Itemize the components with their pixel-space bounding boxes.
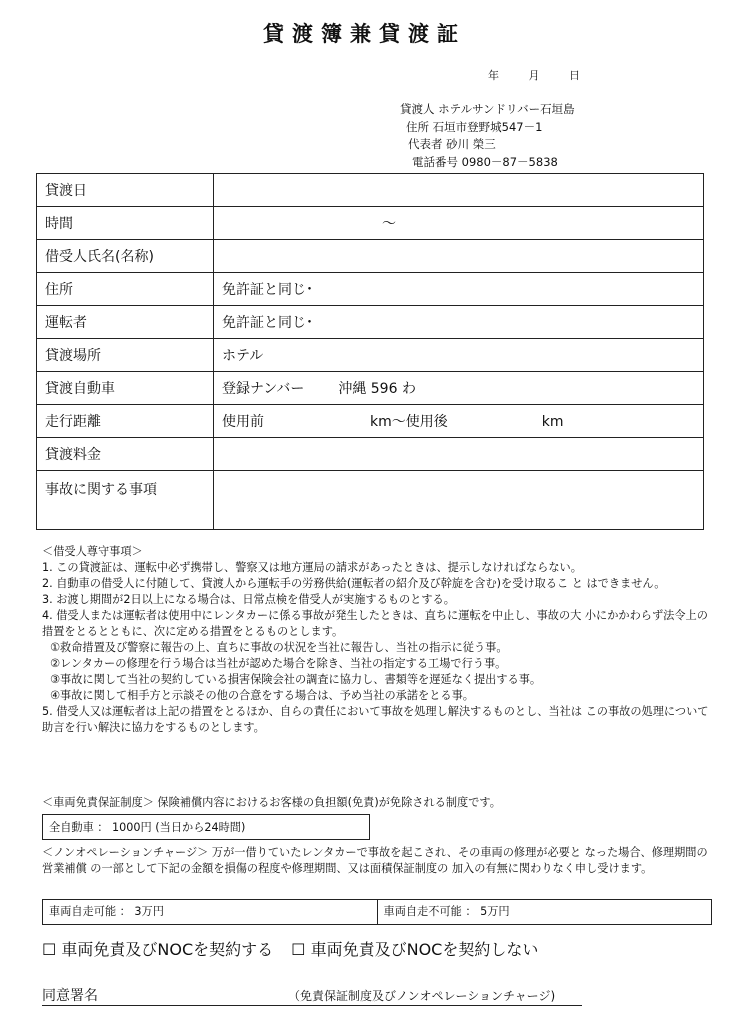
row-value-rental-fee[interactable]: [214, 438, 704, 471]
issuer-representative: 代表者 砂川 榮三: [408, 137, 496, 151]
row-label-mileage: 走行距離: [37, 405, 214, 438]
table-row: [37, 207, 704, 240]
row-label-rental-place: 貸渡場所: [37, 339, 214, 372]
row-label-rental-fee: 貸渡料金: [37, 438, 214, 471]
rule-subitem: ③事故に関して当社の契約している損害保険会社の調査に協力し、書類等を遅延なく提出する事。: [50, 673, 542, 686]
noc-fee-box: [42, 899, 712, 925]
signature-line[interactable]: [42, 985, 582, 1006]
plate-number: 沖縄 596 わ: [338, 381, 416, 397]
time-range-tilde: ～: [382, 216, 396, 232]
row-label-rental-date: 貸渡日: [37, 174, 214, 207]
rule-item: 3. お渡し期間が2日以上になる場合は、日常点検を借受人が実施するものとする。: [42, 593, 455, 606]
row-value-mileage[interactable]: [214, 405, 704, 438]
non-operation-charge-text: ＜ノンオペレーションチャージ＞ 万が一借りていたレンタカーで事故を起こされ、その車両の修理が必要と なった場合、修理期間の営業補償 の一部として下記の金額を損傷の程度や修理期間、又は面積保証制度の 加入の有無に関わりなく申し受けます。: [42, 846, 708, 875]
row-value-address[interactable]: 免許証と同じ･: [214, 273, 704, 306]
issuer-phone: 電話番号 0980－87－5838: [412, 154, 558, 169]
rule-item: 4. 借受人または運転者は使用中にレンタカーに係る事故が発生したときは、直ちに運転を中止し、事故の大 小にかかわらず法令上の措置をとるとともに、次に定める措置をとるものとします。: [42, 609, 708, 638]
signature-label: 同意署名: [42, 988, 98, 1004]
row-label-address: 住所: [37, 273, 214, 306]
document-title: 貸渡簿兼貸渡証: [263, 22, 466, 46]
issuer-block: [400, 101, 575, 171]
row-label-renter-name: 借受人氏名(名称): [37, 240, 214, 273]
mileage-unit: km: [541, 414, 564, 430]
row-value-rental-place[interactable]: ホテル: [214, 339, 704, 372]
row-value-rental-date[interactable]: [214, 174, 704, 207]
table-row: [37, 438, 704, 471]
table-row: [37, 240, 704, 273]
fee-drivable: 車両自走可能 ： 3万円: [49, 905, 164, 918]
table-row: [37, 174, 704, 207]
accept-noc-checkbox[interactable]: ☐ 車両免責及びNOCを契約する: [42, 940, 274, 959]
row-value-time[interactable]: [214, 207, 704, 240]
plate-label: 登録ナンバー: [222, 381, 305, 397]
row-value-accident[interactable]: [214, 471, 704, 530]
mileage-before-label: 使用前: [222, 414, 264, 430]
rule-subitem: ②レンタカーの修理を行う場合は当社が認めた場合を除き、当社の指定する工場で行う事。: [50, 657, 507, 670]
table-row: [37, 372, 704, 405]
rule-item: 1. この貸渡証は、運転中必ず携帯し、警察又は地方運局の請求があったときは、提示しなければならない。: [42, 561, 582, 574]
row-value-renter-name[interactable]: [214, 240, 704, 273]
full-auto-fee-box: 全自動車 ： 1000円 (当日から24時間): [42, 814, 370, 840]
decline-noc-checkbox[interactable]: ☐ 車両免責及びNOCを契約しない: [291, 940, 539, 959]
fee-not-drivable: 車両自走不可能 ： 5万円: [377, 900, 712, 924]
table-row: [37, 306, 704, 339]
rental-table: [36, 173, 704, 530]
row-label-accident: 事故に関する事項: [37, 471, 214, 530]
row-label-time: 時間: [37, 207, 214, 240]
rules-heading: ＜借受人尊守事項＞: [42, 545, 143, 558]
table-row: [37, 405, 704, 438]
row-label-driver: 運転者: [37, 306, 214, 339]
date-line: 年 月 日: [488, 69, 580, 82]
noc-choice-row: [42, 937, 538, 960]
rule-item: 5. 借受人又は運転者は上記の措置をとるほか、自らの責任において事故を処理し解決するものとし、当社は この事故の処理について助言を行い解決に協力をするものとします。: [42, 705, 709, 734]
signature-note: （免責保証制度及びノンオペレーションチャージ): [288, 989, 556, 1003]
mileage-after-label: km～使用後: [370, 414, 448, 430]
row-value-rental-car[interactable]: [214, 372, 704, 405]
table-row: [37, 273, 704, 306]
rule-subitem: ①救命措置及び警察に報告の上、直ちに事故の状況を当社に報告し、当社の指示に従う事。: [50, 641, 508, 654]
noc-heading: ＜車両免責保証制度＞ 保険補償内容におけるお客様の負担額(免責)が免除される制度です。: [42, 796, 501, 809]
table-row: [37, 339, 704, 372]
table-row: [37, 471, 704, 530]
issuer-address: 住所 石垣市登野城547－1: [406, 119, 543, 134]
row-label-rental-car: 貸渡自動車: [37, 372, 214, 405]
rule-subitem: ④事故に関して相手方と示談その他の合意をする場合は、予め当社の承諾をとる事。: [50, 689, 474, 702]
renter-rules: [42, 544, 714, 736]
rule-item: 2. 自動車の借受人に付随して、貸渡人から運転手の労務供給(運転者の紹介及び幹旋を含む)を受け取るこ と はできません。: [42, 577, 666, 590]
issuer-lessor: 貸渡人 ホテルサンドリバー石垣島: [400, 102, 575, 116]
row-value-driver[interactable]: 免許証と同じ･: [214, 306, 704, 339]
